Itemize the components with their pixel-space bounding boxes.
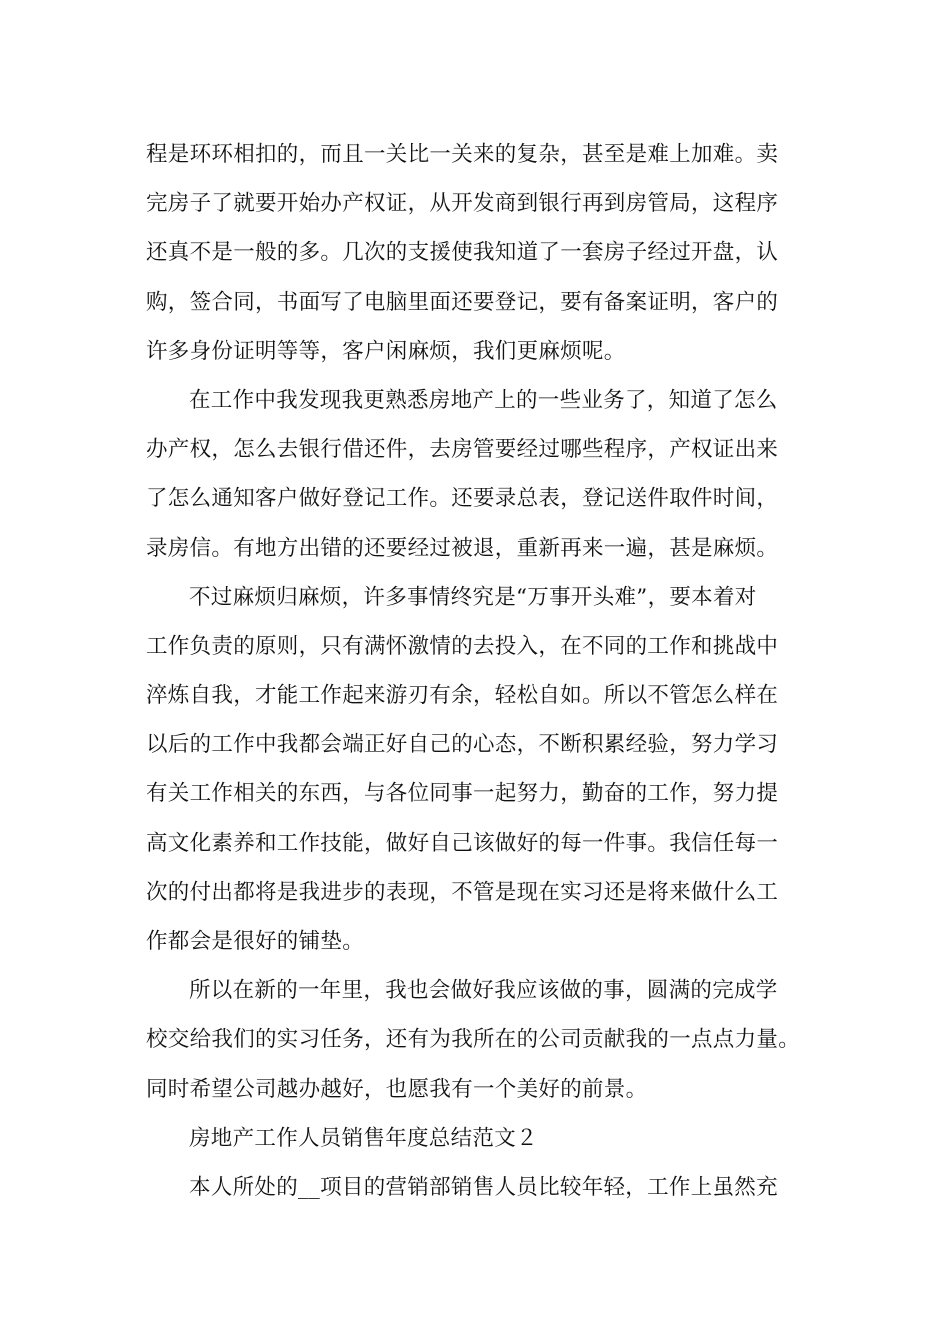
text-line: 次的付出都将是我进步的表现，不管是现在实习还是将来做什么工 <box>146 879 779 905</box>
text-line: 作都会是很好的铺垫。 <box>146 929 365 954</box>
text-line: 以后的工作中我都会端正好自己的心态，不断积累经验，努力学习 <box>146 732 779 758</box>
text-line: 许多身份证明等等，客户闲麻烦，我们更麻烦呢。 <box>146 338 626 364</box>
document-body <box>146 130 826 1212</box>
paragraph-first-line: 在工作中我发现我更熟悉房地产上的一些业务了，知道了怎么 <box>189 387 778 413</box>
text-line: 程是环环相扣的，而且一关比一关来的复杂，甚至是难上加难。卖 <box>146 142 779 167</box>
text-line: 工作负责的原则，只有满怀激情的去投入，在不同的工作和挑战中 <box>146 633 779 659</box>
text-line: 办产权，怎么去银行借还件，去房管要经过哪些程序，产权证出来 <box>146 437 779 463</box>
paragraph-first-line: 不过麻烦归麻烦，许多事情终究是“万事开头难”，要本着对 <box>189 584 757 610</box>
text-line: 完房子了就要开始办产权证，从开发商到银行再到房管局，这程序 <box>146 191 779 217</box>
text-line: 还真不是一般的多。几次的支援使我知道了一套房子经过开盘，认 <box>146 240 779 266</box>
text-line: 录房信。有地方出错的还要经过被退，重新再来一遍，甚是麻烦。 <box>146 535 779 561</box>
paragraph-first-line: 所以在新的一年里，我也会做好我应该做的事，圆满的完成学 <box>189 978 778 1004</box>
section-heading: 房地产工作人员销售年度总结范文２ <box>189 1125 538 1151</box>
text-line: 同时希望公司越办越好，也愿我有一个美好的前景。 <box>146 1076 648 1102</box>
text-line: 购，签合同，书面写了电脑里面还要登记，要有备案证明，客户的 <box>146 289 779 315</box>
paragraph-first-line: 本人所处的__项目的营销部销售人员比较年轻，工作上虽然充 <box>189 1174 778 1200</box>
text-line: 校交给我们的实习任务，还有为我所在的公司贡献我的一点点力量。 <box>146 1027 801 1053</box>
text-line: 有关工作相关的东西，与各位同事一起努力，勤奋的工作，努力提 <box>146 781 779 807</box>
text-line: 淬炼自我，才能工作起来游刃有余，轻松自如。所以不管怎么样在 <box>146 683 779 709</box>
text-line: 高文化素养和工作技能，做好自己该做好的每一件事。我信任每一 <box>146 830 779 856</box>
text-line: 了怎么通知客户做好登记工作。还要录总表，登记送件取件时间， <box>146 486 779 512</box>
